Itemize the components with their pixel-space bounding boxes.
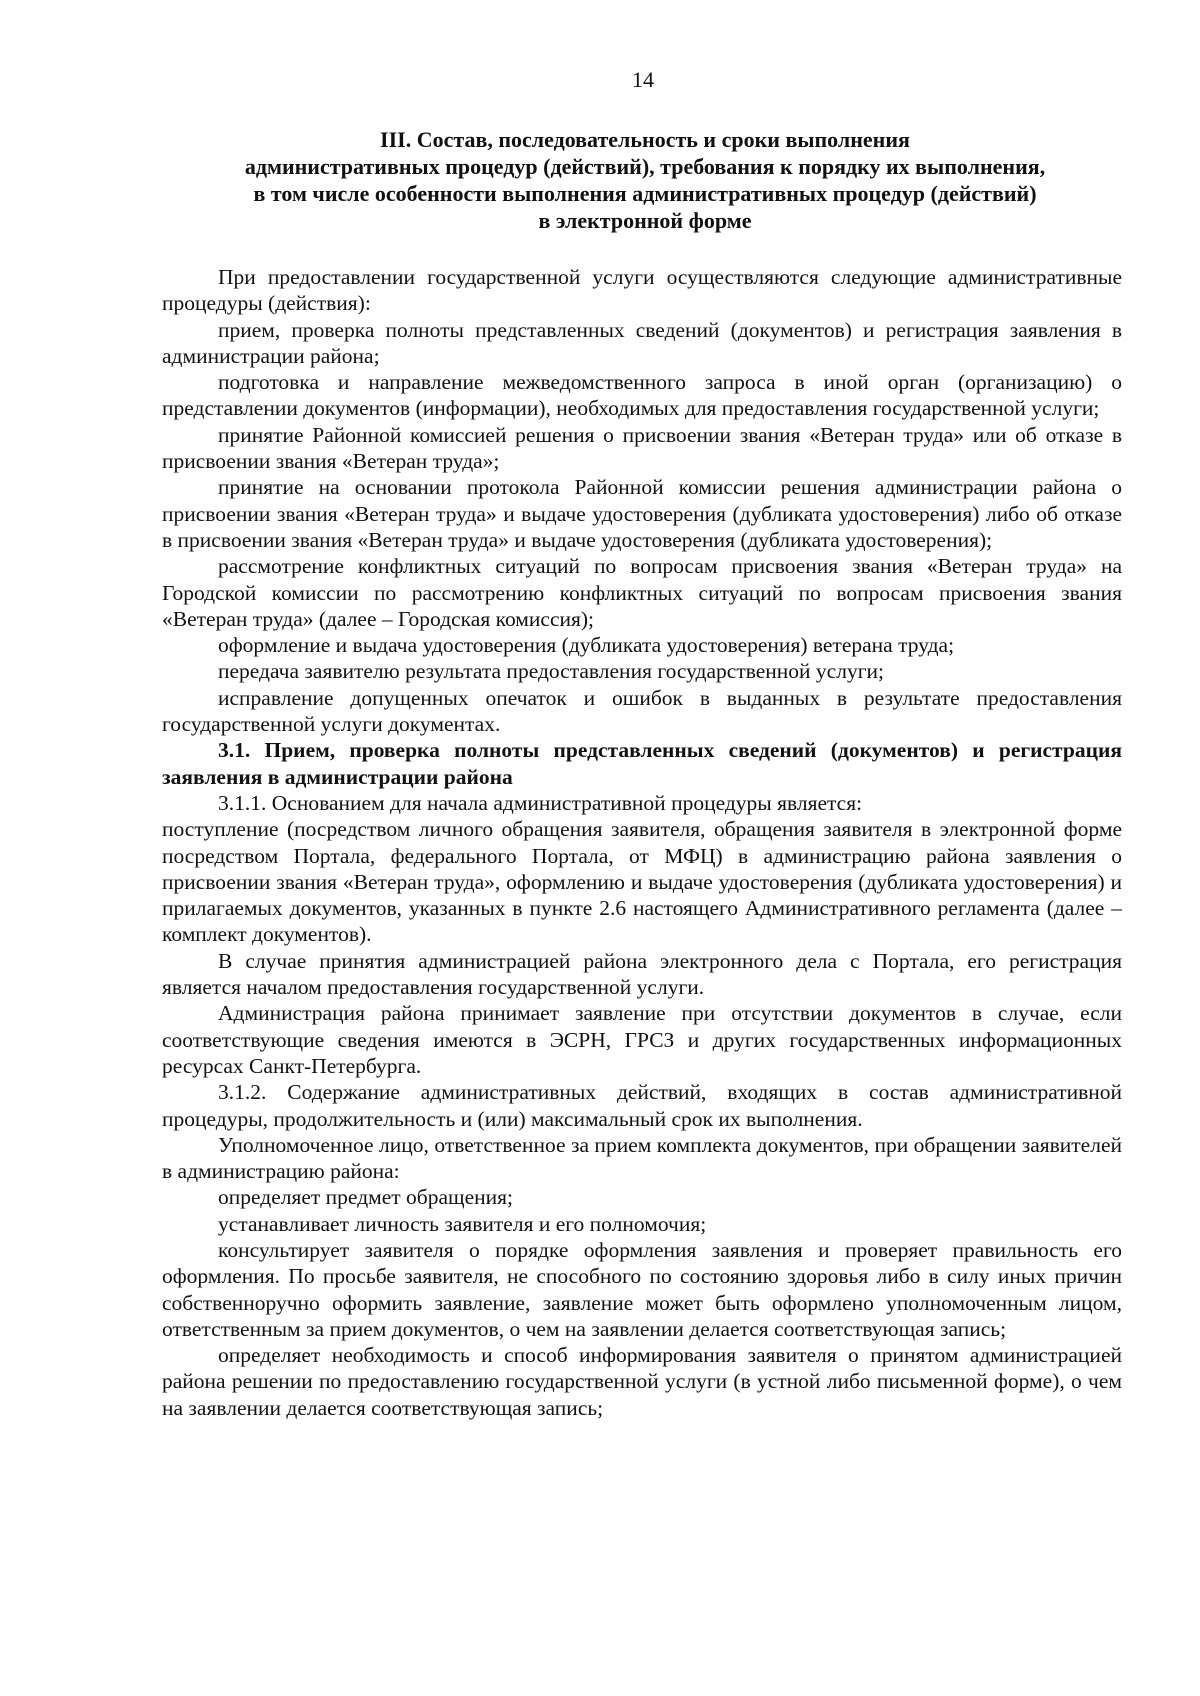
paragraph: Администрация района принимает заявление при отсутствии документов в случае, если соответствующие сведения имеются в ЭСРН, ГРСЗ и других государственных информационных ресурсах Санкт-Петербурга. — [162, 1001, 1122, 1078]
section-heading-line: в том числе особенности выполнения административных процедур (действий) — [253, 181, 1037, 206]
paragraph: 3.1.2. Содержание административных действий, входящих в состав административной процедуры, продолжительность и (или) максимальный срок их выполнения. — [162, 1080, 1122, 1131]
section-heading-line: III. Состав, последовательность и сроки выполнения — [380, 127, 910, 152]
list-item: рассмотрение конфликтных ситуаций по вопросам присвоения звания «Ветеран труда» на Городской комиссии по рассмотрению конфликтных ситуаций по вопросам присвоения звания «Ветеран труда» (далее – Городская комиссия); — [162, 554, 1122, 631]
section-heading — [160, 126, 1130, 234]
paragraph: 3.1.1. Основанием для начала административной процедуры является: — [218, 790, 863, 815]
list-item: определяет необходимость и способ информирования заявителя о принятом администрацией района решении по предоставлению государственной услуги (в устной либо письменной форме), о чем на заявлении делается соответствующая запись; — [162, 1343, 1122, 1420]
list-item: принятие Районной комиссией решения о присвоении звания «Ветеран труда» или об отказе в присвоении звания «Ветеран труда»; — [162, 422, 1122, 474]
list-item: подготовка и направление межведомственного запроса в иной орган (организацию) о представлении документов (информации), необходимых для предоставления государственной услуги; — [162, 370, 1122, 421]
list-item: передача заявителю результата предоставления государственной услуги; — [218, 659, 885, 684]
list-item: принятие на основании протокола Районной комиссии решения администрации района о присвоении звания «Ветеран труда» и выдаче удостоверения (дубликата удостоверения) либо об отказе в присвоении звания «Ветеран труда» и выдаче удостоверения (дубликата удостоверения); — [162, 475, 1122, 552]
list-item: определяет предмет обращения; — [218, 1185, 514, 1210]
paragraph: При предоставлении государственной услуги осуществляются следующие административные процедуры (действия): — [162, 265, 1122, 316]
subsection-heading: 3.1. Прием, проверка полноты представленных сведений (документов) и регистрация заявления в администрации района — [162, 738, 1122, 789]
list-item: исправление допущенных опечаток и ошибок в выданных в результате предоставления государственной услуги документах. — [162, 685, 1122, 737]
list-item: устанавливает личность заявителя и его полномочия; — [218, 1211, 707, 1236]
list-item: прием, проверка полноты представленных сведений (документов) и регистрация заявления в администрации района; — [162, 317, 1122, 368]
document-body — [162, 264, 1122, 1421]
paragraph: поступление (посредством личного обращения заявителя, обращения заявителя в электронной форме посредством Портала, федерального Портала, от МФЦ) в администрацию района заявления о присвоении звания «Ветеран труда», оформлению и выдаче удостоверения (дубликата удостоверения) и прилагаемых документов, указанных в пункте 2.6 настоящего Административного регламента (далее – комплект документов). — [162, 817, 1122, 947]
list-item: консультирует заявителя о порядке оформления заявления и проверяет правильность его оформления. По просьбе заявителя, не способного по состоянию здоровья либо в силу иных причин собственноручно оформить заявление, заявление может быть оформлено уполномоченным лицом, ответственным за прием документов, о чем на заявлении делается соответствующая запись; — [162, 1237, 1122, 1341]
paragraph: Уполномоченное лицо, ответственное за прием комплекта документов, при обращении заявителей в администрацию района: — [162, 1132, 1122, 1184]
page-number: 14 — [632, 67, 654, 92]
section-heading-line: в электронной форме — [538, 208, 752, 233]
paragraph: В случае принятия администрацией района электронного дела с Портала, его регистрация является началом предоставления государственной услуги. — [162, 948, 1122, 1000]
section-heading-line: административных процедур (действий), требования к порядку их выполнения, — [244, 154, 1046, 179]
list-item: оформление и выдача удостоверения (дубликата удостоверения) ветерана труда; — [218, 633, 955, 658]
